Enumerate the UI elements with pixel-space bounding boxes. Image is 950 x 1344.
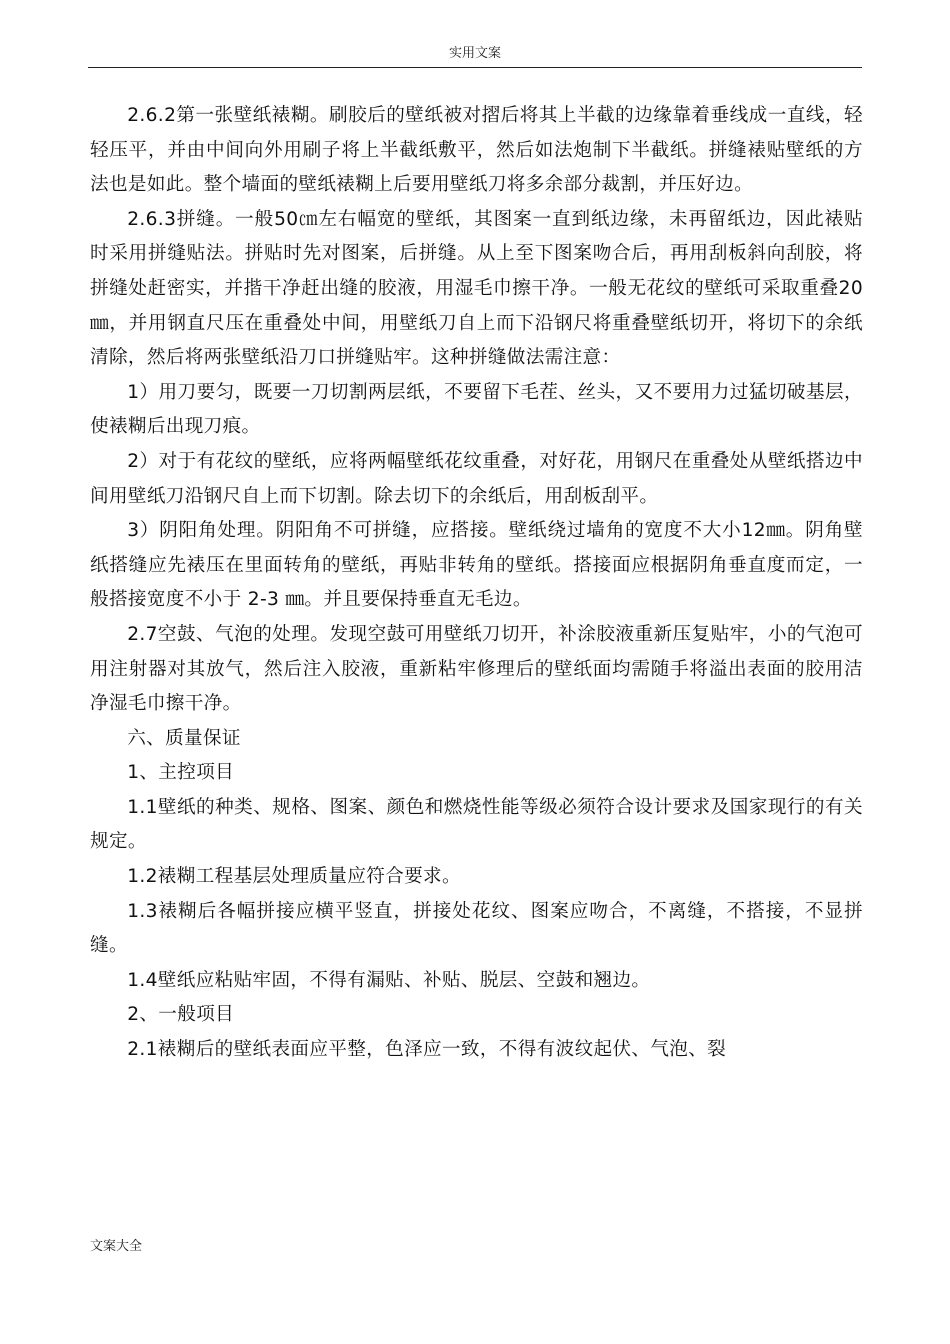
page-footer: 文案大全 <box>90 1239 143 1254</box>
paragraph-2-7: 2.7空鼓、气泡的处理。发现空鼓可用壁纸刀切开，补涂胶液重新压复贴牢，小的气泡可用注射器对其放气，然后注入胶液，重新粘牢修理后的壁纸面均需随手将溢出表面的胶用洁净湿毛巾擦干净。 <box>90 623 863 715</box>
paragraph-note-2: 2）对于有花纹的壁纸，应将两幅壁纸花纹重叠，对好花，用钢尺在重叠处从壁纸搭边中间用壁纸刀沿钢尺自上而下切割。除去切下的余纸后，用刮板刮平。 <box>90 450 863 507</box>
paragraph-1-2: 1.2裱糊工程基层处理质量应符合要求。 <box>127 866 461 888</box>
page-header: 实用文案 <box>448 46 501 61</box>
paragraph-note-1: 1）用刀要匀，既要一刀切割两层纸，不要留下毛茬、丝头，又不要用力过猛切破基层，使裱糊后出现刀痕。 <box>90 381 863 438</box>
header-divider <box>88 67 862 68</box>
section-heading-quality: 六、质量保证 <box>127 727 241 749</box>
paragraph-1-4: 1.4壁纸应粘贴牢固，不得有漏贴、补贴、脱层、空鼓和翘边。 <box>127 969 651 991</box>
paragraph-note-3: 3）阴阳角处理。阴阳角不可拼缝，应搭接。壁纸绕过墙角的宽度不大小12㎜。阴角壁纸搭缝应先裱压在里面转角的壁纸，再贴非转角的壁纸。搭接面应根据阴角垂直度而定，一般搭接宽度不小于 2-3 ㎜。并且要保持垂直无毛边。 <box>90 520 863 611</box>
paragraph-2-1: 2.1裱糊后的壁纸表面应平整，色泽应一致，不得有波纹起伏、气泡、裂 <box>127 1039 727 1061</box>
paragraph-2-6-2: 2.6.2第一张壁纸裱糊。刷胶后的壁纸被对摺后将其上半截的边缘靠着垂线成一直线，轻轻压平，并由中间向外用刷子将上半截纸敷平，然后如法炮制下半截纸。拼缝裱贴壁纸的方法也是如此。整个墙面的壁纸裱糊上后要用壁纸刀将多余部分裁割，并压好边。 <box>90 105 863 196</box>
paragraph-1-3: 1.3裱糊后各幅拼接应横平竖直，拼接处花纹、图案应吻合，不离缝，不搭接，不显拼缝。 <box>90 900 863 957</box>
subsection-heading-general-items: 2、一般项目 <box>127 1004 235 1026</box>
subsection-heading-main-items: 1、主控项目 <box>127 762 235 784</box>
document-body <box>90 99 863 1068</box>
paragraph-2-6-3: 2.6.3拼缝。一般50㎝左右幅宽的壁纸，其图案一直到纸边缘，未再留纸边，因此裱贴时采用拼缝贴法。拼贴时先对图案，后拼缝。从上至下图案吻合后，再用刮板斜向刮胶，将拼缝处赶密实，并揩干净赶出缝的胶液，用湿毛巾擦干净。一般无花纹的壁纸可采取重叠20㎜，并用钢直尺压在重叠处中间，用壁纸刀自上而下沿钢尺将重叠壁纸切开，将切下的余纸清除，然后将两张壁纸沿刀口拼缝贴牢。这种拼缝做法需注意： <box>90 208 863 369</box>
paragraph-1-1: 1.1壁纸的种类、规格、图案、颜色和燃烧性能等级必须符合设计要求及国家现行的有关规定。 <box>90 796 863 853</box>
